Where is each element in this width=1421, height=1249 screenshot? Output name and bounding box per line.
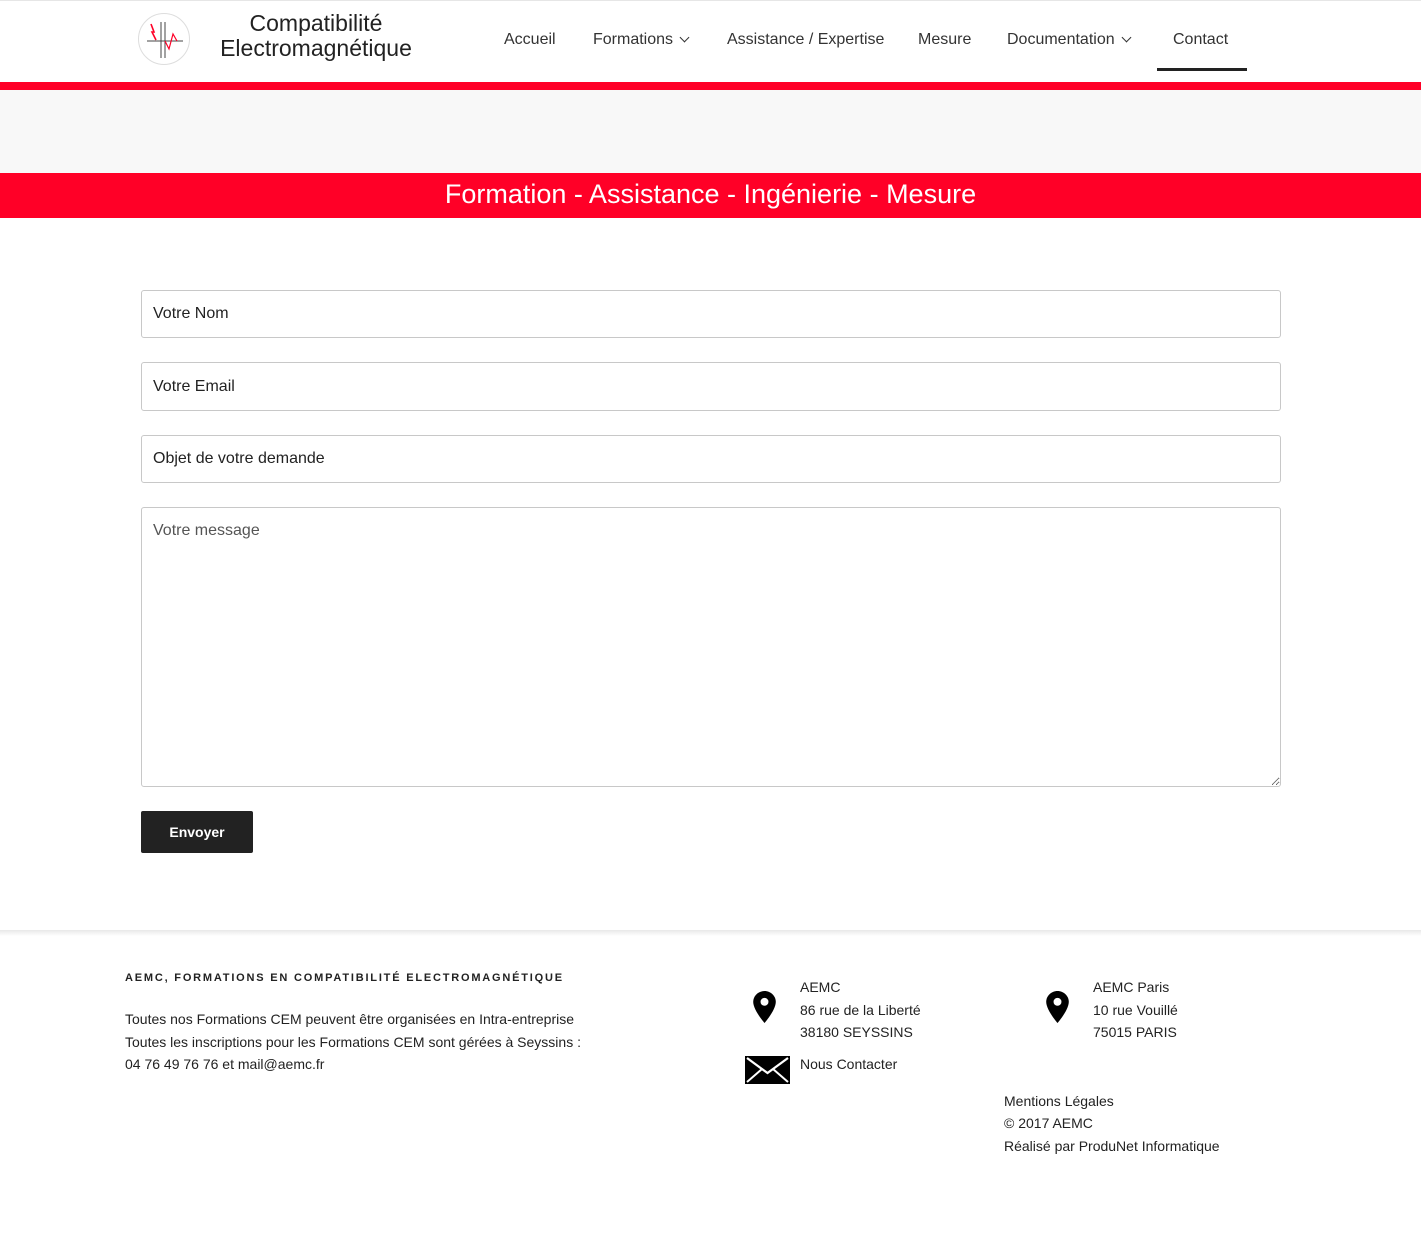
address-paris-line-1: AEMC Paris bbox=[1093, 979, 1170, 995]
header-accent-bar bbox=[0, 82, 1421, 90]
nav-assistance-expertise[interactable] bbox=[727, 31, 884, 49]
tagline-text: Formation - Assistance - Ingénierie - Mesure bbox=[444, 179, 977, 209]
hero-band bbox=[0, 90, 1421, 173]
nav-contact[interactable] bbox=[1173, 31, 1228, 49]
nav-contact-label: Contact bbox=[1173, 31, 1229, 48]
nav-documentation[interactable] bbox=[1007, 31, 1130, 49]
chevron-down-icon bbox=[1121, 33, 1131, 43]
footer-text-line-3: 04 76 49 76 76 et mail@aemc.fr bbox=[125, 1056, 325, 1072]
map-pin-icon bbox=[753, 991, 776, 1023]
nav-accueil-label: Accueil bbox=[504, 31, 556, 48]
address-paris-line-2: 10 rue Vouillé bbox=[1093, 1001, 1178, 1018]
legal-notice-link[interactable]: Mentions Légales bbox=[1004, 1093, 1114, 1109]
message-textarea[interactable] bbox=[141, 507, 1281, 787]
oscilloscope-logo-icon bbox=[139, 14, 189, 64]
nav-assistance-label: Assistance / Expertise bbox=[727, 31, 885, 48]
nav-formations-label: Formations bbox=[593, 31, 674, 48]
brand-line-2: Electromagnétique bbox=[220, 35, 412, 61]
map-pin-icon bbox=[1046, 991, 1069, 1023]
nav-mesure[interactable] bbox=[918, 31, 971, 49]
site-logo[interactable] bbox=[138, 13, 190, 65]
nav-formations[interactable] bbox=[593, 31, 688, 49]
address-seyssins bbox=[800, 976, 921, 1044]
email-input[interactable] bbox=[141, 362, 1281, 411]
nav-documentation-label: Documentation bbox=[1007, 31, 1115, 48]
site-header bbox=[0, 0, 1421, 83]
tagline-banner bbox=[0, 173, 1421, 218]
envelope-icon[interactable] bbox=[745, 1056, 790, 1084]
name-input[interactable] bbox=[141, 290, 1281, 338]
brand-line-1: Compatibilité bbox=[249, 10, 383, 36]
address-seyssins-line-3: 38180 SEYSSINS bbox=[800, 1024, 913, 1040]
address-paris bbox=[1093, 976, 1178, 1044]
nav-accueil[interactable] bbox=[504, 31, 556, 49]
address-paris-line-3: 75015 PARIS bbox=[1093, 1024, 1177, 1040]
footer-text-line-1: Toutes nos Formations CEM peuvent être organisées en Intra-entreprise bbox=[125, 1011, 575, 1027]
active-nav-indicator bbox=[1157, 68, 1247, 71]
send-button[interactable]: Envoyer bbox=[141, 811, 253, 853]
address-seyssins-line-1: AEMC bbox=[800, 979, 841, 995]
nav-mesure-label: Mesure bbox=[918, 31, 972, 48]
credit-link[interactable]: Réalisé par ProduNet Informatique bbox=[1004, 1138, 1220, 1154]
address-seyssins-line-2: 86 rue de la Liberté bbox=[800, 1001, 921, 1018]
footer-text-line-2: Toutes les inscriptions pour les Formations CEM sont gérées à Seyssins : bbox=[125, 1034, 581, 1050]
chevron-down-icon bbox=[680, 33, 690, 43]
contact-link[interactable]: Nous Contacter bbox=[800, 1056, 898, 1072]
copyright-text: © 2017 AEMC bbox=[1004, 1115, 1093, 1131]
footer-divider bbox=[0, 930, 1421, 936]
footer-heading: AEMC, FORMATIONS EN COMPATIBILITÉ ELECTROMAGNÉTIQUE bbox=[125, 972, 564, 984]
brand-name[interactable] bbox=[206, 11, 426, 61]
subject-input[interactable] bbox=[141, 435, 1281, 483]
